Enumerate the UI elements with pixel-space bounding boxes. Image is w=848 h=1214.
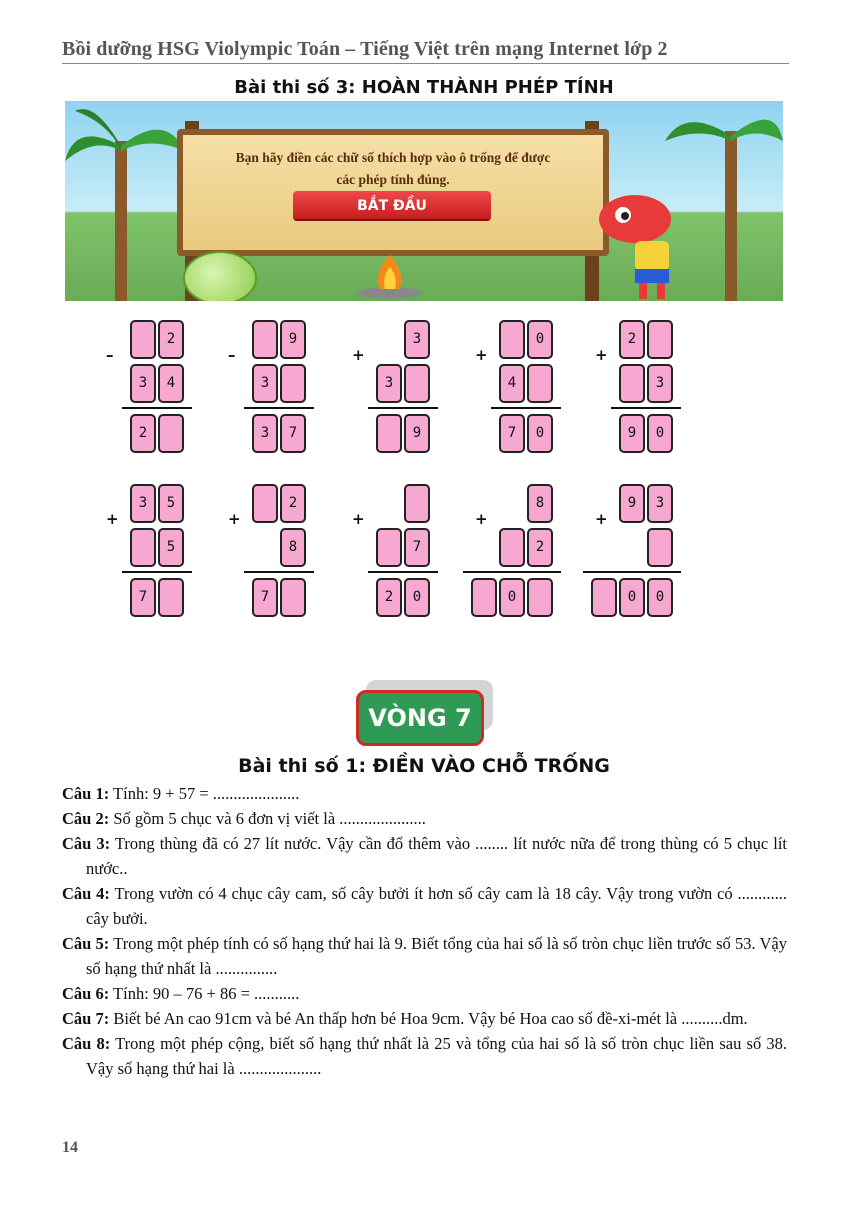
plus-sign: + — [475, 346, 488, 364]
question-2 — [62, 806, 787, 831]
digit-box: 4 — [499, 364, 525, 403]
digit-box: 3 — [130, 364, 156, 403]
sum-rule-line — [244, 571, 314, 573]
question-text: Tính: 90 – 76 + 86 = ........... — [109, 984, 300, 1003]
digit-box[interactable] — [280, 578, 306, 617]
minus-sign: – — [228, 346, 236, 364]
question-label: Câu 1: — [62, 784, 110, 803]
digit-box: 3 — [376, 364, 402, 403]
digit-box: 2 — [376, 578, 402, 617]
question-text: Trong thùng đã có 27 lít nước. Vậy cần đổ thêm vào ........ lít nước nữa để trong thùng có 5 chục lít nước.. — [86, 834, 787, 878]
question-3 — [62, 831, 787, 881]
digit-box: 9 — [404, 414, 430, 453]
digit-box: 2 — [619, 320, 645, 359]
game-banner — [65, 101, 783, 301]
question-4 — [62, 881, 787, 931]
start-button[interactable]: BẮT ĐẦU — [293, 191, 491, 219]
digit-box[interactable] — [499, 320, 525, 359]
question-list — [62, 781, 787, 1081]
sum-rule-line — [583, 571, 681, 573]
plus-sign: + — [228, 510, 241, 528]
digit-box: 7 — [252, 578, 278, 617]
digit-box[interactable] — [499, 528, 525, 567]
digit-box: 0 — [647, 414, 673, 453]
digit-box[interactable] — [252, 484, 278, 523]
digit-box: 2 — [280, 484, 306, 523]
digit-box: 7 — [499, 414, 525, 453]
question-text: Trong một phép tính có số hạng thứ hai là 9. Biết tổng của hai số là số tròn chục liền trước số 53. Vậy số hạng thứ nhất là ............... — [86, 934, 787, 978]
digit-box: 2 — [130, 414, 156, 453]
digit-box: 4 — [158, 364, 184, 403]
digit-box: 2 — [158, 320, 184, 359]
digit-box[interactable] — [404, 364, 430, 403]
digit-box[interactable] — [527, 364, 553, 403]
question-text: Biết bé An cao 91cm và bé An thấp hơn bé Hoa 9cm. Vậy bé Hoa cao số đề-xi-mét là ..........dm. — [109, 1009, 748, 1028]
instruction-board — [177, 129, 609, 256]
question-text: Trong một phép cộng, biết số hạng thứ nhất là 25 và tổng của hai số là số tròn chục liền sau số 38. Vậy số hạng thứ hai là .................... — [86, 1034, 788, 1078]
digit-box[interactable] — [619, 364, 645, 403]
digit-box: 9 — [280, 320, 306, 359]
digit-box[interactable] — [252, 320, 278, 359]
question-label: Câu 2: — [62, 809, 110, 828]
digit-box[interactable] — [376, 414, 402, 453]
sum-rule-line — [122, 407, 192, 409]
digit-box[interactable] — [647, 320, 673, 359]
question-6 — [62, 981, 787, 1006]
question-label: Câu 6: — [62, 984, 110, 1003]
question-label: Câu 5: — [62, 934, 110, 953]
digit-box[interactable] — [376, 528, 402, 567]
plus-sign: + — [595, 346, 608, 364]
sum-rule-line — [491, 407, 561, 409]
page-header: Bồi dưỡng HSG Violympic Toán – Tiếng Việt trên mạng Internet lớp 2 — [62, 38, 668, 60]
question-8 — [62, 1031, 787, 1081]
digit-box: 0 — [499, 578, 525, 617]
plus-sign: + — [106, 510, 119, 528]
question-label: Câu 8: — [62, 1034, 111, 1053]
digit-box[interactable] — [527, 578, 553, 617]
plus-sign: + — [352, 510, 365, 528]
digit-box: 5 — [158, 484, 184, 523]
digit-box: 3 — [647, 364, 673, 403]
digit-box[interactable] — [158, 578, 184, 617]
campfire-icon — [355, 251, 425, 299]
digit-box: 3 — [130, 484, 156, 523]
digit-box: 0 — [527, 414, 553, 453]
sum-rule-line — [122, 571, 192, 573]
digit-box: 0 — [619, 578, 645, 617]
digit-box[interactable] — [404, 484, 430, 523]
plus-sign: + — [595, 510, 608, 528]
digit-box: 7 — [404, 528, 430, 567]
digit-box: 8 — [280, 528, 306, 567]
digit-box: 0 — [647, 578, 673, 617]
digit-box[interactable] — [280, 364, 306, 403]
plus-sign: + — [475, 510, 488, 528]
digit-box: 0 — [404, 578, 430, 617]
digit-box: 9 — [619, 484, 645, 523]
digit-box[interactable] — [130, 528, 156, 567]
digit-box: 3 — [647, 484, 673, 523]
question-label: Câu 7: — [62, 1009, 110, 1028]
minus-sign: – — [106, 346, 114, 364]
sum-rule-line — [463, 571, 561, 573]
instruction-line-2: các phép tính đúng. — [336, 172, 450, 187]
question-label: Câu 3: — [62, 834, 111, 853]
question-text: Số gồm 5 chục và 6 đơn vị viết là ..................... — [109, 809, 426, 828]
digit-box: 9 — [619, 414, 645, 453]
question-text: Trong vườn có 4 chục cây cam, số cây bưởi ít hơn số cây cam là 18 cây. Vậy trong vườn có ............ cây bưởi. — [86, 884, 787, 928]
exercise1-title: Bài thi số 1: ĐIỀN VÀO CHỖ TRỐNG — [238, 755, 610, 777]
dinosaur-mascot-icon — [585, 191, 705, 301]
question-label: Câu 4: — [62, 884, 110, 903]
digit-box: 0 — [527, 320, 553, 359]
instruction-line-1: Bạn hãy điền các chữ số thích hợp vào ô trống để được — [235, 150, 551, 165]
digit-box: 5 — [158, 528, 184, 567]
round-badge: VÒNG 7 — [356, 690, 484, 746]
dino-egg-icon — [183, 251, 257, 301]
digit-box: 3 — [404, 320, 430, 359]
digit-box: 3 — [252, 364, 278, 403]
question-text: Tính: 9 + 57 = ..................... — [109, 784, 300, 803]
digit-box: 3 — [252, 414, 278, 453]
page-number: 14 — [62, 1139, 78, 1156]
digit-box: 8 — [527, 484, 553, 523]
sum-rule-line — [368, 407, 438, 409]
palm-tree-left-icon — [65, 101, 185, 301]
digit-box[interactable] — [647, 528, 673, 567]
exercise3-title: Bài thi số 3: HOÀN THÀNH PHÉP TÍNH — [234, 77, 614, 98]
digit-box[interactable] — [591, 578, 617, 617]
plus-sign: + — [352, 346, 365, 364]
instruction-text — [183, 147, 603, 191]
question-7 — [62, 1006, 787, 1031]
sum-rule-line — [368, 571, 438, 573]
sum-rule-line — [611, 407, 681, 409]
header-divider — [62, 63, 789, 64]
digit-box: 2 — [527, 528, 553, 567]
digit-box: 7 — [130, 578, 156, 617]
digit-box[interactable] — [158, 414, 184, 453]
sum-rule-line — [244, 407, 314, 409]
digit-box[interactable] — [130, 320, 156, 359]
digit-box[interactable] — [471, 578, 497, 617]
digit-box: 7 — [280, 414, 306, 453]
question-5 — [62, 931, 787, 981]
question-1 — [62, 781, 787, 806]
